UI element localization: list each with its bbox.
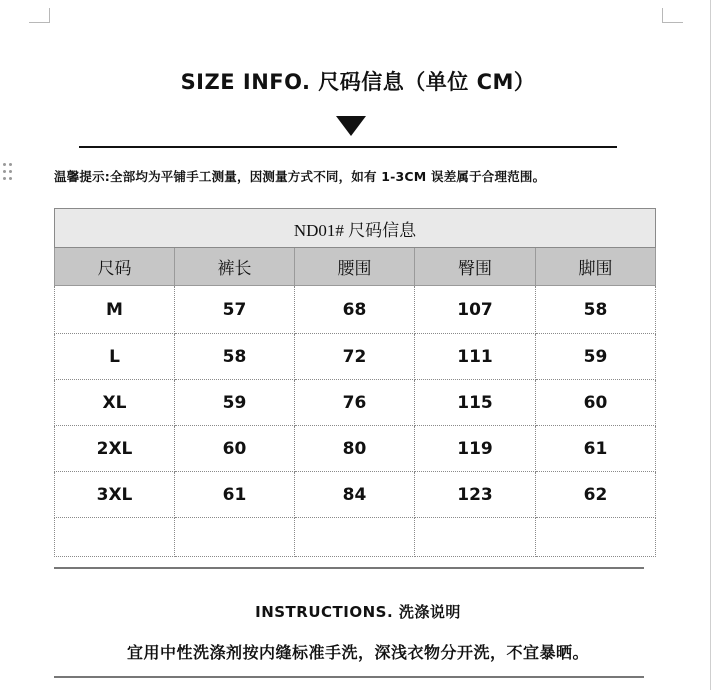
table-row	[55, 334, 656, 380]
empty-cell	[295, 518, 415, 557]
cell-length: 59	[175, 380, 295, 426]
cell-waist: 68	[295, 286, 415, 334]
measurement-tip: 温馨提示:全部均为平铺手工测量，因测量方式不同，如有 1-3CM 误差属于合理范围。	[54, 169, 546, 184]
cell-waist: 80	[295, 426, 415, 472]
empty-cell	[415, 518, 536, 557]
cell-length: 57	[175, 286, 295, 334]
cell-size: 2XL	[55, 426, 175, 472]
cell-length: 60	[175, 426, 295, 472]
cell-waist: 84	[295, 472, 415, 518]
cell-leg-opening: 60	[536, 380, 656, 426]
instructions-title: INSTRUCTIONS. 洗涤说明	[255, 603, 461, 621]
divider-top	[79, 146, 617, 148]
header-size: 尺码	[55, 248, 175, 286]
page-edge-line	[710, 0, 711, 690]
table-row	[55, 380, 656, 426]
cell-length: 58	[175, 334, 295, 380]
divider-bottom	[54, 676, 644, 678]
down-triangle-icon	[336, 116, 366, 136]
header-leg-opening: 脚围	[536, 248, 656, 286]
divider-middle	[54, 567, 644, 569]
header-length: 裤长	[175, 248, 295, 286]
table-row	[55, 426, 656, 472]
empty-cell	[55, 518, 175, 557]
header-hip: 臀围	[415, 248, 536, 286]
crop-mark-top-right	[662, 8, 683, 23]
instructions-text: 宜用中性洗涤剂按内缝标准手洗，深浅衣物分开洗，不宜暴晒。	[126, 643, 589, 662]
table-row	[55, 472, 656, 518]
page-title: SIZE INFO. 尺码信息（单位 CM）	[180, 70, 536, 94]
cell-waist: 76	[295, 380, 415, 426]
cell-leg-opening: 61	[536, 426, 656, 472]
cell-leg-opening: 59	[536, 334, 656, 380]
cell-size: L	[55, 334, 175, 380]
cell-hip: 123	[415, 472, 536, 518]
empty-table-row	[55, 518, 656, 557]
cell-hip: 119	[415, 426, 536, 472]
size-table	[54, 208, 656, 557]
cell-waist: 72	[295, 334, 415, 380]
header-waist: 腰围	[295, 248, 415, 286]
cell-leg-opening: 58	[536, 286, 656, 334]
cell-hip: 115	[415, 380, 536, 426]
cell-size: 3XL	[55, 472, 175, 518]
cell-size: XL	[55, 380, 175, 426]
empty-cell	[536, 518, 656, 557]
table-header-row	[55, 248, 656, 286]
empty-cell	[175, 518, 295, 557]
cell-leg-opening: 62	[536, 472, 656, 518]
cell-length: 61	[175, 472, 295, 518]
drag-handle-icon[interactable]	[3, 163, 15, 185]
crop-mark-top-left	[29, 8, 50, 23]
table-row	[55, 286, 656, 334]
table-caption: ND01# 尺码信息	[55, 209, 656, 248]
cell-hip: 111	[415, 334, 536, 380]
cell-size: M	[55, 286, 175, 334]
cell-hip: 107	[415, 286, 536, 334]
